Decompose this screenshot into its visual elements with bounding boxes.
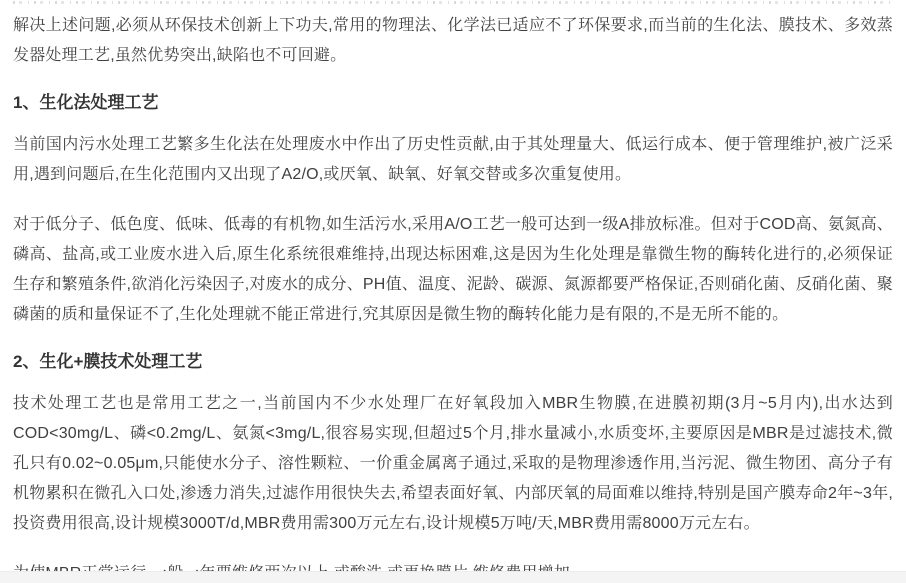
section-1-heading: 1、生化法处理工艺: [13, 93, 159, 112]
section-1-paragraph-1: 当前国内污水处理工艺繁多生化法在处理废水中作出了历史性贡献,由于其处理量大、低运行成本、便于管理维护,被广泛采用,遇到问题后,在生化范围内又出现了A2/O,或厌氧、缺氧、好氧交替或多次重复使用。: [13, 136, 893, 183]
section-2-paragraph-1: 技术处理工艺也是常用工艺之一,当前国内不少水处理厂在好氧段加入MBR生物膜,在进膜初期(3月~5月内),出水达到COD<30mg/L、磷<0.2mg/L、氨氮<3mg/L,很容易实现,但超过5个月,排水量减小,水质变坏,主要原因是MBR是过滤技术,微孔只有0.02~0.05μm,只能使水分子、溶性颗粒、一价重金属离子通过,采取的是物理渗透作用,当污泥、微生物团、高分子有机物累积在微孔入口处,渗透力消失,过滤作用很快失去,希望表面好氧、内部厌氧的局面难以维持,特别是国产膜寿命2年~3年,投资费用很高,设计规模3000T/d,MBR费用需300万元左右,设计规模5万吨/天,MBR费用需8000万元左右。: [13, 395, 893, 532]
section-2-heading: 2、生化+膜技术处理工艺: [13, 352, 203, 371]
intro-paragraph: 解决上述问题,必须从环保技术创新上下功夫,常用的物理法、化学法已适应不了环保要求,而当前的生化法、膜技术、多效蒸发器处理工艺,虽然优势突出,缺陷也不可回避。: [13, 17, 893, 64]
section-1-paragraph-2: 对于低分子、低色度、低味、低毒的有机物,如生活污水,采用A/O工艺一般可达到一级A排放标准。但对于COD高、氨氮高、磷高、盐高,或工业废水进入后,原生化系统很难维持,出现达标困难,这是因为生化处理是靠微生物的酶转化进行的,必须保证生存和繁殖条件,欲消化污染因子,对废水的成分、PH值、温度、泥龄、碳源、氮源都要严格保证,否则硝化菌、反硝化菌、聚磷菌的质和量保证不了,生化处理就不能正常进行,究其原因是微生物的酶转化能力是有限的,不是无所不能的。: [13, 216, 893, 323]
page-bottom-strip: [0, 571, 906, 583]
clipped-text-fragment: [13, 1, 890, 4]
